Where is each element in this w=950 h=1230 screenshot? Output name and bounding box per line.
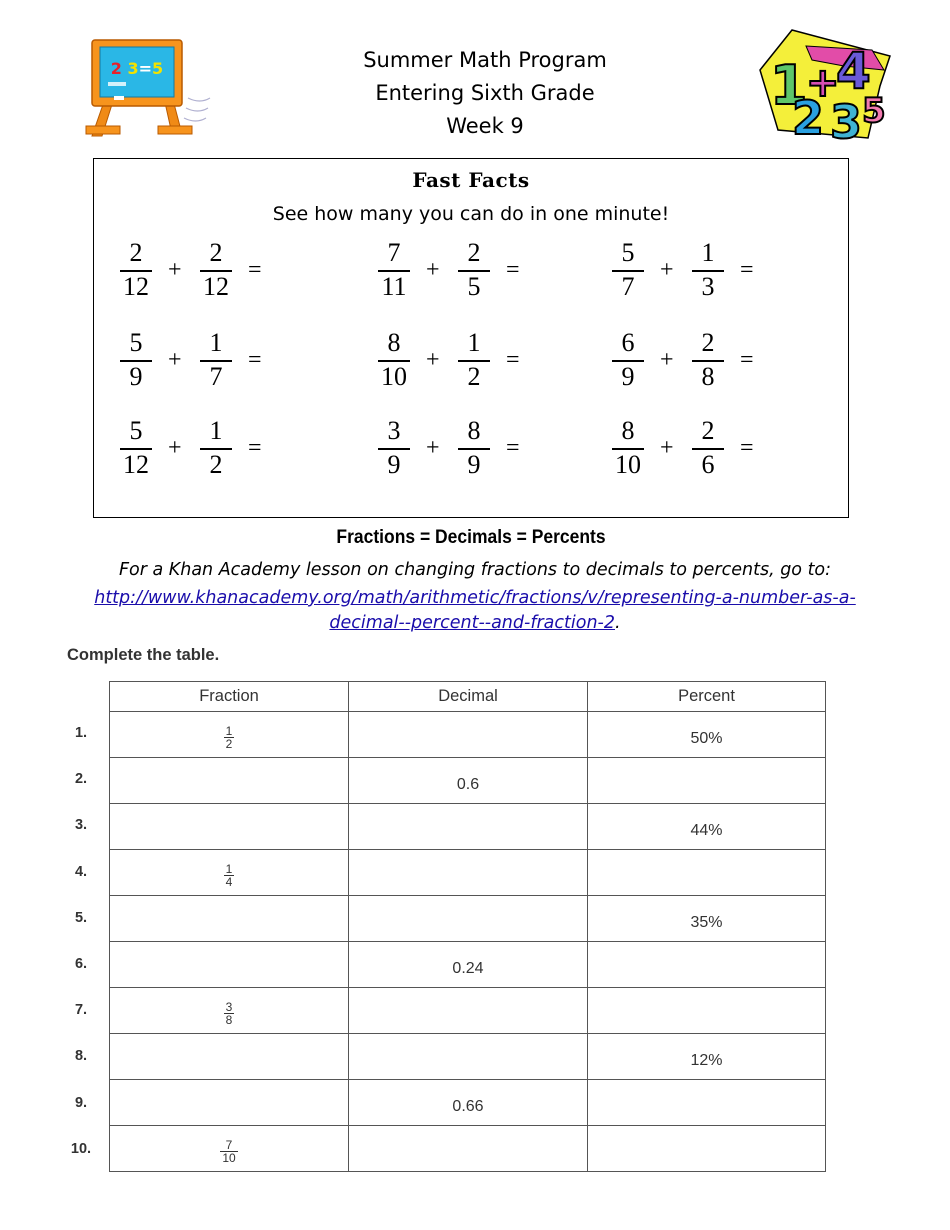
table-row (110, 896, 826, 942)
table-row (110, 942, 826, 988)
fraction-2 (196, 328, 236, 392)
svg-text:5: 5 (862, 91, 886, 131)
khan-link-block (60, 586, 890, 636)
denominator: 6 (701, 450, 715, 479)
fraction-1 (374, 238, 414, 302)
numerator: 5 (621, 238, 635, 267)
denominator: 2 (209, 450, 223, 479)
numerator: 2 (129, 238, 143, 267)
fraction-cell[interactable] (110, 942, 349, 988)
percent-cell[interactable]: 35% (588, 896, 826, 942)
table-header-row (110, 682, 826, 712)
table-row (110, 1126, 826, 1172)
decimal-cell[interactable] (349, 1034, 588, 1080)
percent-cell[interactable] (588, 988, 826, 1034)
fraction-cell[interactable] (110, 1080, 349, 1126)
equals-sign: = (740, 435, 754, 461)
svg-text:2: 2 (792, 91, 825, 145)
denominator: 10 (381, 362, 407, 391)
denominator: 11 (381, 272, 407, 301)
fast-facts-subtitle: See how many you can do in one minute! (272, 203, 670, 225)
row-number: 4. (74, 863, 88, 880)
fraction-problem (378, 416, 548, 480)
numerator: 2 (701, 328, 715, 357)
fraction-1 (374, 416, 414, 480)
row-number: 7. (74, 1002, 88, 1019)
numbers-clipart (752, 26, 894, 148)
header-percent: Percent (588, 682, 826, 712)
given-fraction: $\frac{1}{4}$ (225, 862, 233, 889)
percent-cell[interactable] (588, 758, 826, 804)
fraction-problem (612, 416, 782, 480)
table-instructions: Complete the table. (67, 646, 220, 664)
plus-sign: + (168, 435, 182, 461)
fraction-2 (454, 238, 494, 302)
fraction-2 (454, 416, 494, 480)
denominator: 7 (209, 362, 223, 391)
decimal-cell[interactable]: 0.6 (349, 758, 588, 804)
numerator: 8 (467, 416, 481, 445)
denominator: 5 (467, 272, 481, 301)
table-row (110, 1080, 826, 1126)
decimal-cell[interactable] (349, 850, 588, 896)
percent-cell[interactable]: 12% (588, 1034, 826, 1080)
percent-cell[interactable]: 44% (588, 804, 826, 850)
fraction-cell[interactable] (110, 804, 349, 850)
equals-sign: = (248, 435, 262, 461)
equals-sign: = (506, 347, 520, 373)
link-line-1: http://www.khanacademy.org/math/arithmetic/fractions/v/representing-a-number-as-a- (94, 588, 856, 608)
fraction-1 (374, 328, 414, 392)
decimal-cell[interactable] (349, 712, 588, 758)
table-row (110, 988, 826, 1034)
numerator: 1 (701, 238, 715, 267)
denominator: 12 (123, 450, 149, 479)
title-line-3: Week 9 (446, 114, 524, 138)
numerator: 1 (209, 328, 223, 357)
percent-cell[interactable]: 50% (588, 712, 826, 758)
decimal-cell[interactable]: 0.24 (349, 942, 588, 988)
equals-sign: = (248, 347, 262, 373)
denominator: 8 (701, 362, 715, 391)
khan-academy-link[interactable] (94, 588, 856, 633)
numerator: 2 (467, 238, 481, 267)
fraction-problem (612, 238, 782, 302)
row-number: 8. (74, 1048, 88, 1065)
denominator: 9 (467, 450, 481, 479)
plus-sign: + (660, 347, 674, 373)
numerator: 5 (129, 328, 143, 357)
header-decimal: Decimal (349, 682, 588, 712)
plus-sign: + (660, 257, 674, 283)
table-row (110, 712, 826, 758)
fraction-cell[interactable] (110, 896, 349, 942)
row-number: 2. (74, 771, 88, 788)
table-row (110, 850, 826, 896)
denominator: 12 (123, 272, 149, 301)
header-fraction: Fraction (110, 682, 349, 712)
plus-sign: + (426, 347, 440, 373)
decimal-cell[interactable]: 0.66 (349, 1080, 588, 1126)
fraction-2 (454, 328, 494, 392)
plus-sign: + (426, 435, 440, 461)
fraction-1 (116, 416, 156, 480)
denominator: 7 (621, 272, 635, 301)
row-number: 5. (74, 909, 88, 926)
section-title: Fractions = Decimals = Percents (336, 527, 606, 548)
plus-sign: + (660, 435, 674, 461)
fraction-problem (378, 328, 548, 392)
fraction-2 (688, 328, 728, 392)
fraction-2 (688, 416, 728, 480)
denominator: 9 (387, 450, 401, 479)
given-fraction: $\frac{3}{8}$ (225, 1000, 233, 1027)
fraction-problem (120, 238, 290, 302)
svg-text:3: 3 (830, 95, 863, 148)
fraction-cell[interactable] (110, 1034, 349, 1080)
fraction-cell[interactable] (110, 850, 349, 896)
svg-text:1: 1 (770, 54, 808, 117)
numerator: 6 (621, 328, 635, 357)
numerator: 1 (467, 328, 481, 357)
table-row (110, 804, 826, 850)
numerator: 2 (701, 416, 715, 445)
numerator: 7 (387, 238, 401, 267)
fraction-cell[interactable] (110, 988, 349, 1034)
fraction-2 (688, 238, 728, 302)
chalkboard-text: 2 3=5 (110, 59, 164, 78)
decimal-cell[interactable] (349, 804, 588, 850)
row-number: 9. (74, 1094, 88, 1111)
numerator: 8 (621, 416, 635, 445)
denominator: 3 (701, 272, 715, 301)
link-line-2: decimal--percent--and-fraction-2 (329, 613, 615, 633)
denominator: 12 (203, 272, 229, 301)
equals-sign: = (740, 257, 754, 283)
fraction-problem (120, 416, 290, 480)
chalkboard-clipart (84, 38, 214, 140)
numerator: 1 (209, 416, 223, 445)
denominator: 9 (129, 362, 143, 391)
table-row (110, 758, 826, 804)
row-number: 3. (74, 817, 88, 834)
row-number: 6. (74, 956, 88, 972)
numerator: 5 (129, 416, 143, 445)
fast-facts-heading: Fast Facts (412, 168, 530, 192)
equals-sign: = (506, 257, 520, 283)
fraction-1 (116, 238, 156, 302)
fraction-problem (378, 238, 548, 302)
fraction-1 (116, 328, 156, 392)
numerator: 8 (387, 328, 401, 357)
khan-intro-text: For a Khan Academy lesson on changing fractions to decimals to percents, go to: (118, 560, 832, 580)
percent-cell[interactable] (588, 850, 826, 896)
given-fraction: $\frac{1}{2}$ (225, 724, 233, 751)
equals-sign: = (506, 435, 520, 461)
percent-cell[interactable] (588, 942, 826, 988)
table-row (110, 1034, 826, 1080)
denominator: 10 (615, 450, 641, 479)
fraction-problem (612, 328, 782, 392)
plus-sign: + (168, 257, 182, 283)
svg-text:4: 4 (836, 42, 871, 100)
title-line-2: Entering Sixth Grade (375, 81, 595, 105)
plus-sign: + (168, 347, 182, 373)
equals-sign: = (248, 257, 262, 283)
fraction-2 (196, 416, 236, 480)
numerator: 2 (209, 238, 223, 267)
link-tail: . (615, 613, 621, 633)
plus-sign: + (426, 257, 440, 283)
fraction-1 (608, 328, 648, 392)
svg-text:+: + (806, 60, 840, 106)
decimal-cell[interactable] (349, 1126, 588, 1172)
page-title (250, 44, 720, 143)
fraction-1 (608, 238, 648, 302)
denominator: 9 (621, 362, 635, 391)
fraction-cell[interactable] (110, 1126, 349, 1172)
decimal-cell[interactable] (349, 896, 588, 942)
fraction-problem (120, 328, 290, 392)
title-line-1: Summer Math Program (363, 48, 607, 72)
fraction-1 (608, 416, 648, 480)
denominator: 2 (467, 362, 481, 391)
row-number: 1. (74, 725, 88, 741)
fraction-cell[interactable] (110, 758, 349, 804)
percent-cell[interactable] (588, 1080, 826, 1126)
fraction-cell[interactable] (110, 712, 349, 758)
fraction-2 (196, 238, 236, 302)
numerator: 3 (387, 416, 401, 445)
row-number: 10. (70, 1140, 92, 1157)
decimal-cell[interactable] (349, 988, 588, 1034)
conversion-table (109, 681, 826, 1172)
equals-sign: = (740, 347, 754, 373)
given-fraction: $\frac{7}{10}$ (222, 1138, 236, 1165)
percent-cell[interactable] (588, 1126, 826, 1172)
